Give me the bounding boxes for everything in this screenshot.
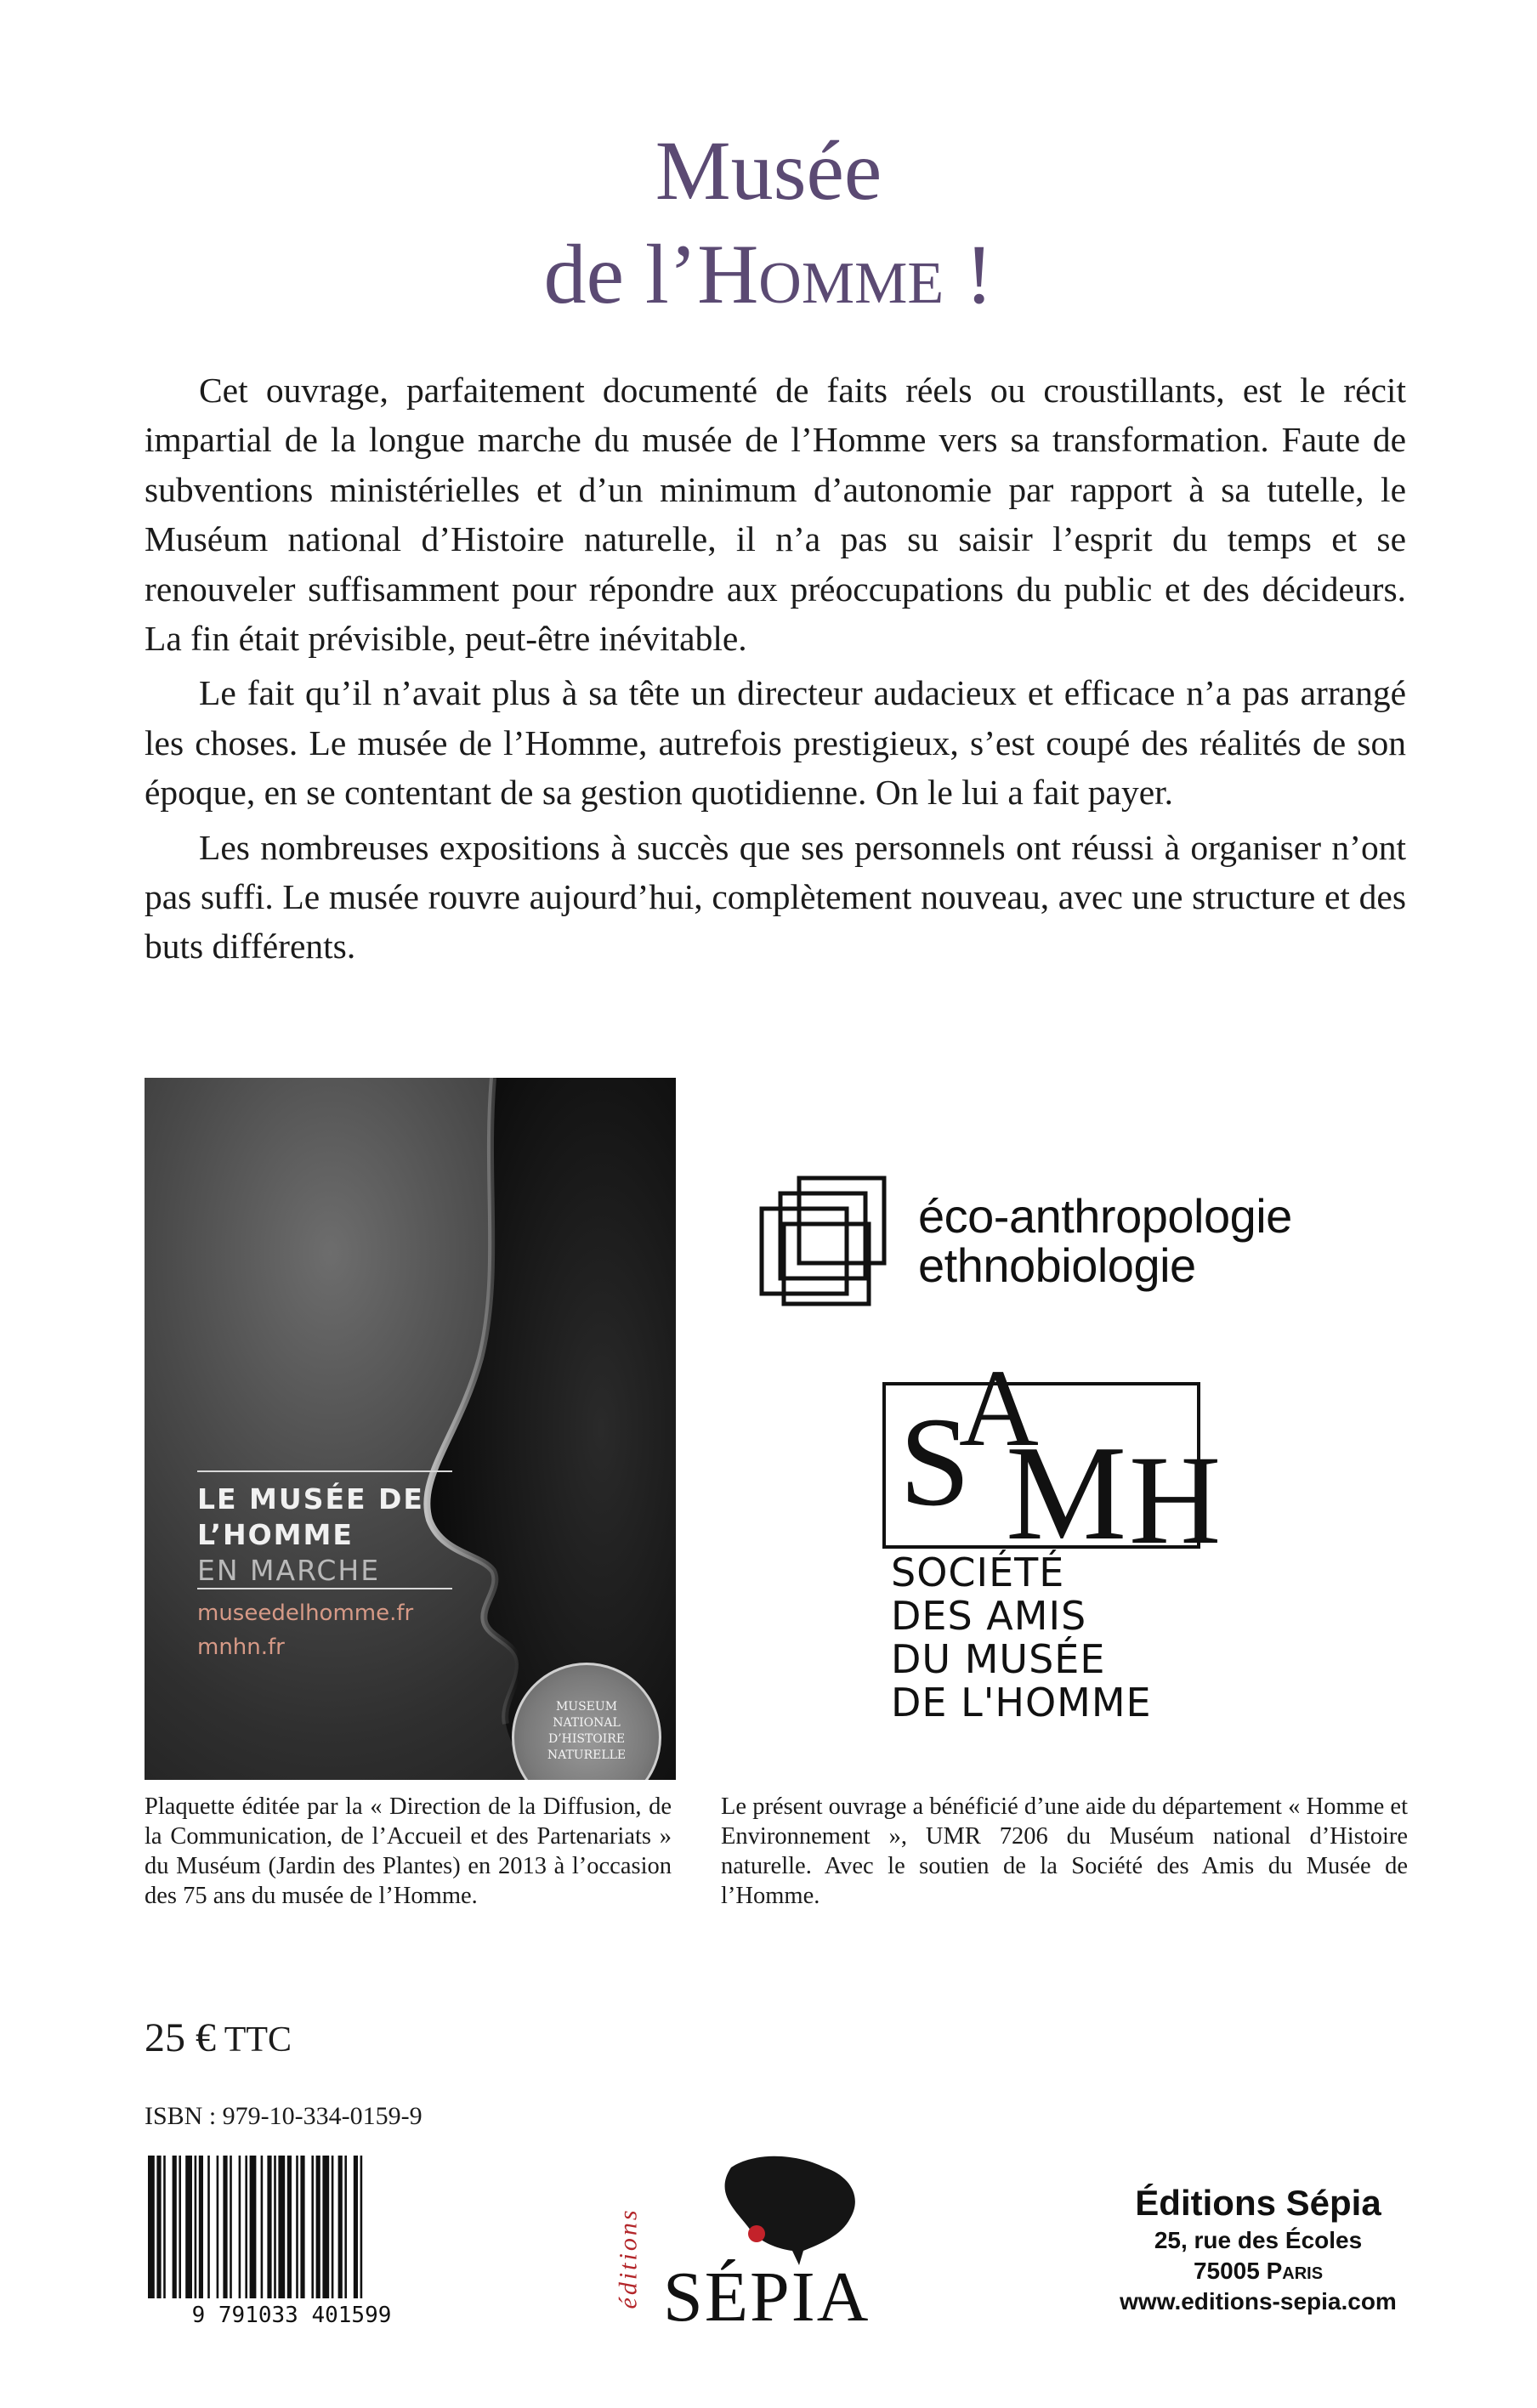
book-title bbox=[0, 119, 1537, 326]
brochure-title-line-1: LE MUSÉE DE bbox=[197, 1482, 424, 1516]
barcode-bar bbox=[322, 2156, 329, 2298]
publisher-city-name: Paris bbox=[1266, 2258, 1324, 2284]
samh-line-4: DE L'HOMME bbox=[891, 1680, 1152, 1725]
barcode-bar bbox=[267, 2156, 271, 2298]
barcode-bar bbox=[230, 2156, 232, 2298]
barcode-bar bbox=[250, 2156, 257, 2298]
eco-line-1: éco-anthropologie bbox=[918, 1189, 1292, 1243]
title-suffix: ! bbox=[944, 227, 994, 321]
barcode-bar bbox=[173, 2156, 177, 2298]
barcode-bar bbox=[316, 2156, 320, 2298]
barcode-bar bbox=[195, 2156, 197, 2298]
publisher-address: 25, rue des Écoles bbox=[1154, 2227, 1363, 2253]
barcode-bar bbox=[179, 2156, 181, 2298]
price bbox=[145, 2014, 292, 2064]
samh-logo bbox=[882, 1351, 1282, 1742]
photo-rule-bottom bbox=[197, 1588, 452, 1589]
seal-line-2: NATIONAL bbox=[553, 1716, 621, 1730]
barcode-bar bbox=[148, 2156, 155, 2298]
brochure-photo bbox=[145, 1078, 676, 1780]
brochure-title bbox=[197, 1482, 424, 1589]
svg-text:M: M bbox=[1006, 1417, 1127, 1555]
eco-line-2: ethnobiologie bbox=[918, 1238, 1196, 1292]
brochure-title-line-3: EN MARCHE bbox=[197, 1554, 381, 1587]
blurb-paragraph-3: Les nombreuses expositions à succès que ses personnels ont réussi à organiser n’ont pas suffi. Le musée rouvre aujourd’hui, complètement nouveau, avec une structure et des buts différents. bbox=[145, 827, 1406, 966]
funding-caption: Le présent ouvrage a bénéficié d’une aide du département « Homme et Environnement », UMR 7206 du Muséum national d’Histoire naturelle. Avec le soutien de la Société des Amis du Musée de l’Homme. bbox=[721, 1793, 1408, 1909]
barcode-bar bbox=[207, 2156, 210, 2298]
samh-line-2: DES AMIS bbox=[891, 1593, 1087, 1639]
barcode-bar bbox=[354, 2156, 358, 2298]
barcode-bar bbox=[163, 2156, 166, 2298]
eco-anthropologie-logo bbox=[758, 1173, 1404, 1309]
barcode-bars bbox=[143, 2154, 440, 2328]
overlapping-squares-icon bbox=[758, 1173, 911, 1309]
brochure-link-2: mnhn.fr bbox=[197, 1635, 285, 1660]
title-smallcaps: Homme bbox=[697, 227, 944, 321]
publisher-city bbox=[1088, 2256, 1428, 2286]
brochure-title-line-2: L’HOMME bbox=[197, 1518, 354, 1551]
price-amount: 25 € bbox=[145, 2015, 216, 2060]
brochure-links bbox=[197, 1596, 413, 1664]
title-line-2 bbox=[0, 223, 1537, 326]
barcode-bar bbox=[239, 2156, 241, 2298]
barcode-bar bbox=[274, 2156, 276, 2298]
svg-text:A: A bbox=[959, 1351, 1039, 1470]
barcode-bar bbox=[261, 2156, 264, 2298]
barcode-bar bbox=[278, 2156, 285, 2298]
barcode-bar bbox=[332, 2156, 334, 2298]
sepia-logo bbox=[614, 2150, 901, 2346]
title-line-1: Musée bbox=[655, 123, 882, 218]
barcode-bar bbox=[185, 2156, 192, 2298]
barcode-bar bbox=[217, 2156, 219, 2298]
blurb-paragraph-1: Cet ouvrage, parfaitement documenté de faits réels ou croustillants, est le récit impartial de la longue marche du musée de l’Homme vers sa transformation. Faute de subventions ministérielles et d’un minimum d’autonomie par rapport à sa tutelle, le Muséum national d’Histoire naturelle, il n’a pas su saisir l’esprit du temps et se renouveler suffisamment pour répondre aux préoccupations du public et des décideurs. La fin était prévisible, peut-être inévitable. bbox=[145, 371, 1406, 659]
publisher-postal: 75005 bbox=[1193, 2258, 1267, 2284]
blurb-paragraph-2: Le fait qu’il n’avait plus à sa tête un directeur audacieux et efficace n’a pas arrangé les choses. Le musée de l’Homme, autrefois prestigieux, s’est coupé des réalités de son époque, en se contentant de sa gestion quotidienne. On le lui a fait payer. bbox=[145, 673, 1406, 813]
barcode-bar bbox=[338, 2156, 343, 2298]
brochure-caption: Plaquette éditée par la « Direction de la Diffusion, de la Communication, de l’Accueil et des Partenariats » du Muséum (Jardin des Plantes) en 2013 à l’occasion des 75 ans du musée de l’Homme. bbox=[145, 1793, 672, 1909]
svg-text:H: H bbox=[1129, 1430, 1222, 1555]
editions-word: éditions bbox=[614, 2207, 643, 2309]
barcode-bar bbox=[245, 2156, 247, 2298]
barcode-bar bbox=[344, 2156, 347, 2298]
barcode-bar bbox=[199, 2156, 203, 2298]
brochure-link-1: museedelhomme.fr bbox=[197, 1601, 414, 1626]
blurb bbox=[145, 365, 1406, 977]
svg-text:S: S bbox=[899, 1391, 971, 1533]
barcode-bar bbox=[360, 2156, 363, 2298]
publisher-name: Éditions Sépia bbox=[1135, 2183, 1381, 2223]
samh-monogram-icon bbox=[882, 1351, 1282, 1555]
seal-line-3: D’HISTOIRE bbox=[547, 1732, 626, 1746]
seal-line-4: NATURELLE bbox=[547, 1748, 627, 1762]
barcode-bar bbox=[300, 2156, 304, 2298]
barcode-bar bbox=[156, 2156, 161, 2298]
barcode-number: 9 791033 401599 bbox=[191, 2303, 392, 2328]
sepia-word: SÉPIA bbox=[663, 2258, 871, 2337]
barcode-bar bbox=[311, 2156, 314, 2298]
ink-splash-icon bbox=[629, 2150, 901, 2269]
publisher-website[interactable]: www.editions-sepia.com bbox=[1120, 2288, 1397, 2315]
samh-line-3: DU MUSÉE bbox=[891, 1636, 1106, 1682]
seal-line-1: MUSEUM bbox=[555, 1700, 618, 1714]
barcode-bar bbox=[223, 2156, 227, 2298]
barcode-bar bbox=[296, 2156, 298, 2298]
isbn: ISBN : 979-10-334-0159-9 bbox=[145, 2102, 423, 2130]
seal-text bbox=[533, 1699, 640, 1764]
barcode bbox=[143, 2154, 440, 2328]
barcode-bar bbox=[287, 2156, 292, 2298]
photo-rule-top bbox=[197, 1470, 452, 1472]
publisher-block bbox=[1088, 2181, 1428, 2317]
price-suffix: TTC bbox=[216, 2020, 292, 2060]
eco-logo-text bbox=[918, 1189, 1292, 1292]
samh-line-1: SOCIÉTÉ bbox=[891, 1550, 1065, 1595]
title-prefix: de l’ bbox=[543, 227, 698, 321]
samh-text bbox=[891, 1551, 1152, 1725]
